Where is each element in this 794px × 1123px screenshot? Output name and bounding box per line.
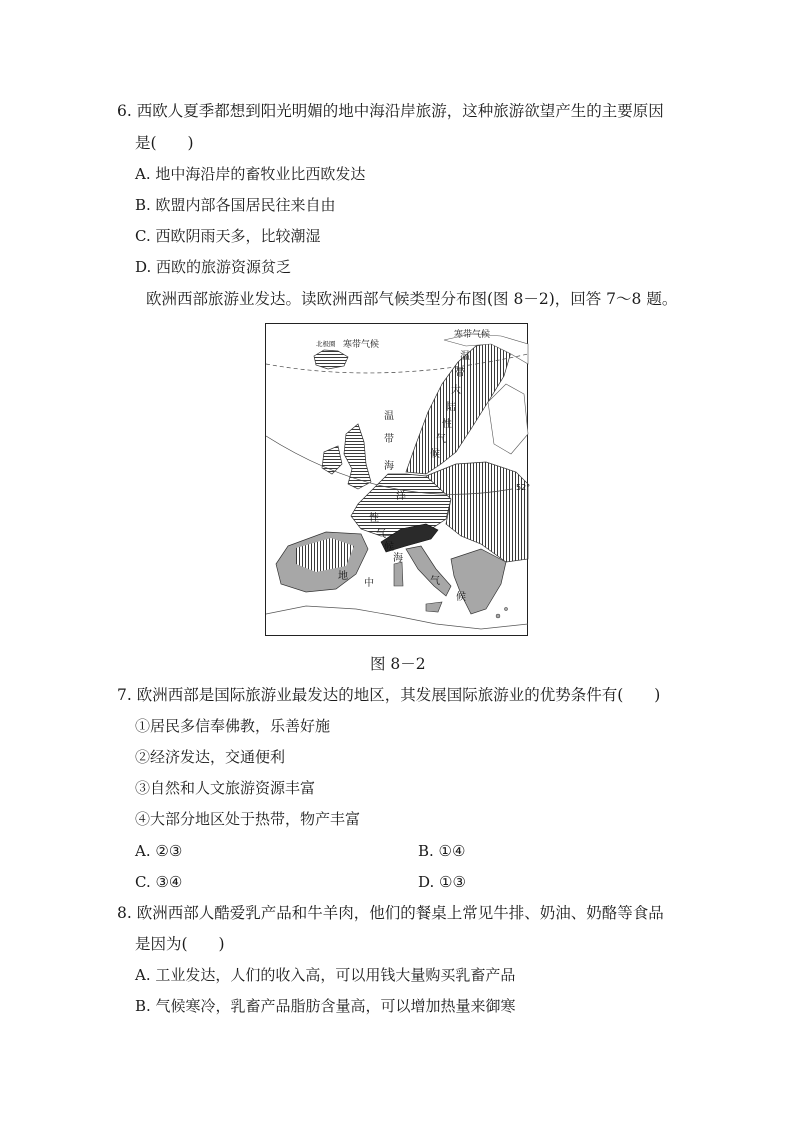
continental-char: 性 [442, 419, 452, 430]
continental-char: 候 [430, 449, 440, 460]
q6-option-c: C. 西欧阴雨天多，比较潮湿 [135, 227, 321, 245]
intro-text: 欧洲西部旅游业发达。读欧洲西部气候类型分布图(图 8－2)，回答 7～8 题。 [146, 290, 678, 308]
figure-caption: 图 8－2 [370, 655, 426, 673]
mediterranean-char: 中 [364, 578, 374, 589]
maritime-char: 候 [384, 542, 394, 553]
iceland-shape [314, 350, 348, 369]
mediterranean-char: 海 [393, 553, 403, 564]
q7-option-d: D. ①③ [418, 873, 466, 891]
q6-option-d: D. 西欧的旅游资源贫乏 [135, 258, 292, 276]
mediterranean-char: 气 [430, 576, 440, 587]
q7-item-4: ④大部分地区处于热带，物产丰富 [135, 810, 361, 828]
finland-shape [488, 384, 528, 454]
q8-stem-line2: 是因为( ) [135, 935, 225, 953]
mediterranean-char: 候 [456, 592, 466, 603]
cold-climate-label-top: 寒带气候 [454, 330, 491, 340]
map-svg [266, 324, 529, 637]
maritime-char: 温 [384, 411, 394, 422]
cold-climate-label-left: 寒带气候 [343, 340, 380, 350]
balkan-shape [451, 549, 506, 614]
q8-option-a: A. 工业发达，人们的收入高，可以用钱大量购买乳畜产品 [135, 966, 516, 984]
arctic-circle-label: 北极圈 [316, 340, 336, 348]
q7-item-1: ①居民多信奉佛教，乐善好施 [135, 717, 331, 735]
latitude-label: 52° [516, 483, 531, 492]
mediterranean-char: 地 [338, 571, 348, 582]
maritime-char: 气 [376, 529, 386, 540]
continental-char: 带 [455, 368, 465, 379]
q7-option-b: B. ①④ [418, 842, 466, 860]
maritime-char: 带 [384, 434, 394, 445]
q7-item-3: ③自然和人文旅游资源丰富 [135, 779, 316, 797]
q7-option-a: A. ②③ [135, 842, 183, 860]
q7-option-c: C. ③④ [135, 873, 183, 891]
maritime-char: 洋 [396, 491, 406, 502]
sardinia-shape [394, 562, 403, 586]
q8-stem-line1: 8. 欧洲西部人酷爱乳产品和牛羊肉，他们的餐桌上常见牛排、奶油、奶酪等食品 [117, 904, 664, 922]
africa-coast [266, 606, 528, 629]
italy-shape [406, 546, 451, 596]
q7-stem: 7. 欧洲西部是国际旅游业最发达的地区，其发展国际旅游业的优势条件有( ) [117, 686, 661, 704]
sicily-shape [426, 602, 442, 612]
q7-item-2: ②经济发达，交通便利 [135, 748, 286, 766]
q6-stem-line1: 6. 西欧人夏季都想到阳光明媚的地中海沿岸旅游，这种旅游欲望产生的主要原因 [117, 102, 664, 120]
continental-char: 温 [460, 351, 470, 362]
q6-option-a: A. 地中海沿岸的畜牧业比西欧发达 [135, 165, 366, 183]
continental-char: 气 [436, 434, 446, 445]
q6-stem-line2: 是( ) [135, 134, 194, 152]
maritime-char: 性 [369, 513, 379, 524]
q8-option-b: B. 气候寒冷，乳畜产品脂肪含量高，可以增加热量来御寒 [135, 997, 516, 1015]
maritime-char: 海 [384, 461, 394, 472]
continental-char: 大 [451, 385, 461, 396]
q6-option-b: B. 欧盟内部各国居民往来自由 [135, 196, 336, 214]
continental-char: 陆 [446, 402, 456, 413]
europe-climate-map [265, 323, 531, 636]
